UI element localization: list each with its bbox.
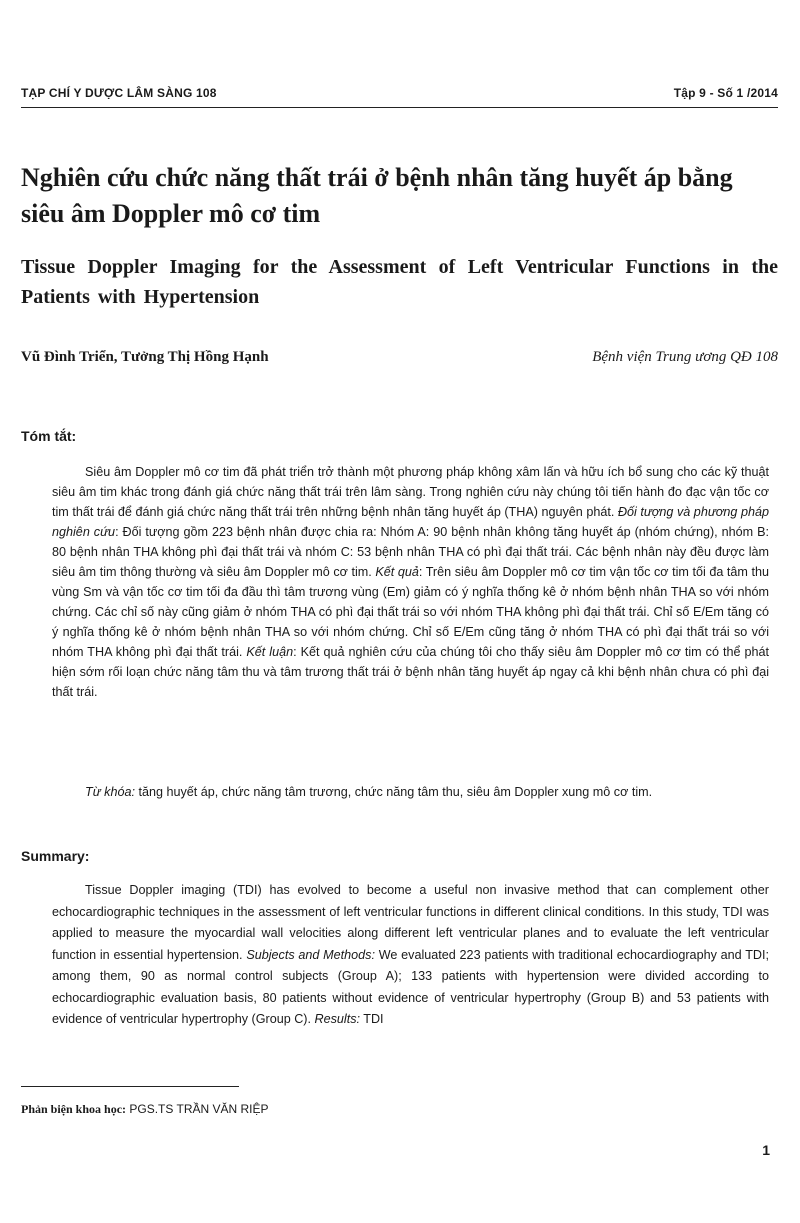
footnote [21,1102,269,1117]
title-vietnamese: Nghiên cứu chức năng thất trái ở bệnh nhân tăng huyết áp bằng siêu âm Doppler mô cơ tim [21,163,733,228]
header-divider [21,107,778,108]
footnote-divider [21,1086,239,1087]
abstract-en-paragraph [52,880,769,1031]
title-english: Tissue Doppler Imaging for the Assessment of Left Ventricular Functions in the Patients with Hypertension [21,256,778,308]
abstract-vi-results-label: Kết quả [375,565,419,579]
abstract-en-methods-label: Subjects and Methods: [246,947,375,962]
abstract-vi-text-2: : Đối tượng gồm 223 bệnh nhân được chia ra: Nhóm A: 90 bệnh nhân không tăng huyết áp (nhóm chứng), nhóm B: 80 bệnh nhân THA không phì đại thất trái và nhóm C: 53 bệnh nhân THA có phì đại thất trái. Các bệnh nhân này đều được làm siêu âm tim thông thường và siêu âm Doppler mô cơ tim. [52,525,769,579]
abstract-vi-text-1: Siêu âm Doppler mô cơ tim đã phát triển trở thành một phương pháp không xâm lấn và hữu ích bổ sung cho các kỹ thuật siêu âm tim khác trong đánh giá chức năng thất trái trên lâm sàng. Trong nghiên cứu này chúng tôi tiến hành đo đạc vận tốc cơ tim thất trái để đánh giá chức năng thất trái trên những bệnh nhân tăng huyết áp (THA) nguyên phát. [52,465,769,519]
abstract-vi-methods-label: Đối tượng và phương pháp nghiên cứu [52,505,769,539]
abstract-en-text-2: We evaluated 223 patients with traditional echocardiography and TDI; among them, 90 as normal control subjects (Group A); 133 patients with hypertension were divided according to echocardiographic evaluation basis, 80 patients without evidence of ventricular hypertrophy (Group B) and 53 patients with evidence of ventricular hypertrophy (Group C). [52,947,769,1026]
authors: Vũ Đình Triển, Tưởng Thị Hồng Hạnh [21,349,269,365]
issue-number: Tập 9 - Số 1 /2014 [673,86,778,100]
abstract-vi-text-4: : Kết quả nghiên cứu của chúng tôi cho thấy siêu âm Doppler mô cơ tim có thể phát hiện sớm rối loạn chức năng tâm thu và tâm trương thất trái ở bệnh nhân tăng huyết áp ngay cả khi bệnh nhân chưa có phì đại thất trái. [52,645,769,699]
abstract-en-heading: Summary: [21,848,90,864]
keywords-text: tăng huyết áp, chức năng tâm trương, chức năng tâm thu, siêu âm Doppler xung mô cơ tim. [134,785,653,799]
page-number: 1 [762,1142,770,1158]
keywords-vi [52,782,769,802]
abstract-vi-text-3: : Trên siêu âm Doppler mô cơ tim vận tốc cơ tim tối đa tâm thu vùng Sm và vận tốc cơ tim tối đa đầu thì tâm trương vùng (Em) giảm có ý nghĩa thống kê ở nhóm bệnh nhân THA so với nhóm chứng. Các chỉ số này cũng giảm ở nhóm THA có phì đại thất trái so với nhóm THA không phì đại thất trái. Chỉ số E/Em tăng có ý nghĩa thống kê ở nhóm bệnh nhân THA so với nhóm chứng. Chỉ số E/Em cũng tăng ở nhóm THA có phì đại thất trái so với nhóm THA không phì đại thất trái. [52,565,769,659]
affiliation: Bệnh viện Trung ương QĐ 108 [592,349,778,365]
abstract-vi-conclusion-label: Kết luận [246,645,294,659]
abstract-en-text-3: TDI [360,1012,384,1026]
abstract-en-results-label: Results: [314,1012,360,1026]
abstract-vi-paragraph [52,462,769,702]
journal-name: TẠP CHÍ Y DƯỢC LÂM SÀNG 108 [21,86,217,100]
abstract-en-text-1: Tissue Doppler imaging (TDI) has evolved to become a useful non invasive method that can complement other echocardiographic techniques in the assessment of left ventricular functions in different clinical conditions. In this study, TDI was applied to measure the myocardial wall velocities along different left ventricular planes and to evaluate the left ventricular function in essential hypertension. [52,883,769,962]
abstract-vi-heading: Tóm tắt: [21,428,77,444]
footnote-text: PGS.TS TRẦN VĂN RIỆP [126,1102,269,1116]
footnote-label: Phản biện khoa học: [21,1102,127,1116]
keywords-label: Từ khóa: [85,785,135,799]
